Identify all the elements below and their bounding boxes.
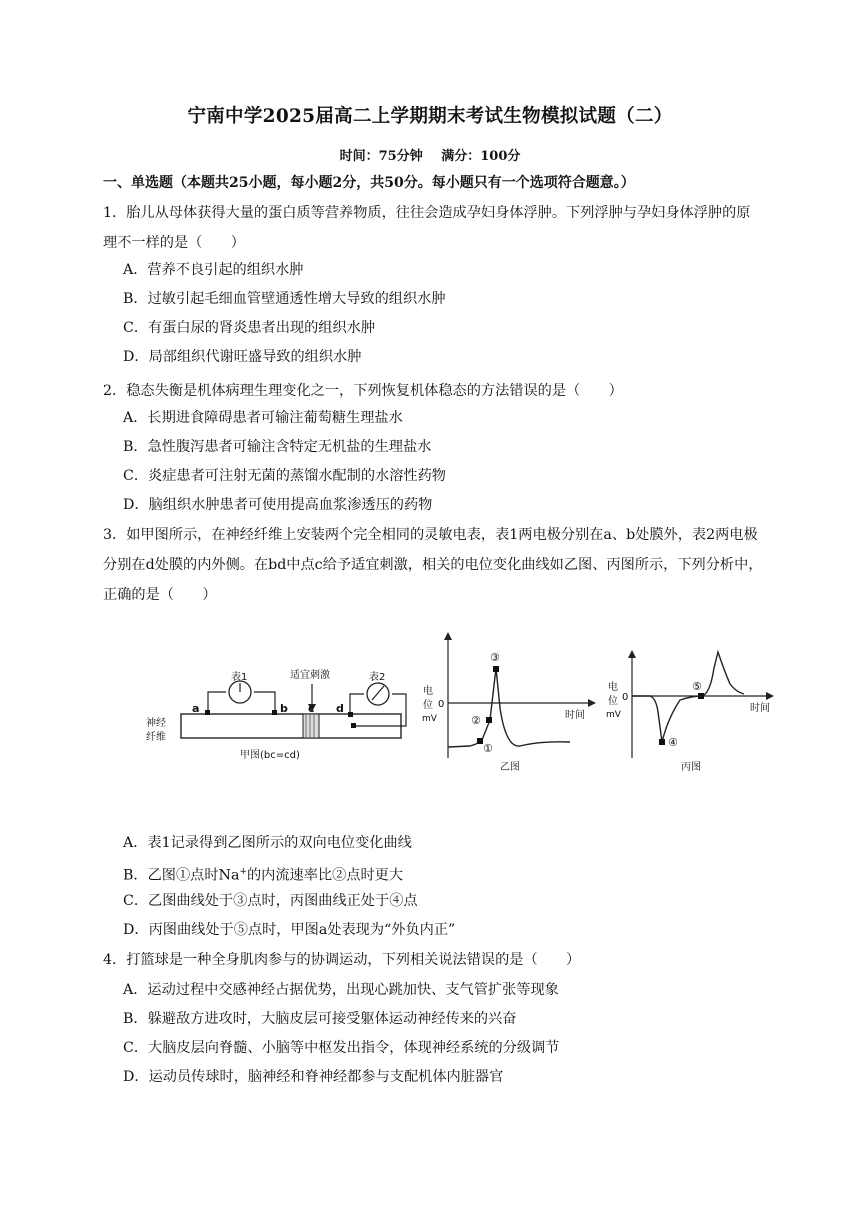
question-3-option-c: C．乙图曲线处于③点时，丙图曲线正处于④点 (123, 893, 418, 909)
question-1-option-b: B．过敏引起毛细血管壁通透性增大导致的组织水肿 (123, 291, 446, 307)
point-a-label: a (192, 702, 200, 715)
question-3-figure (140, 628, 790, 788)
exam-info (0, 145, 860, 164)
question-4-option-a: A．运动过程中交感神经占据优势，出现心跳加快、支气管扩张等现象 (123, 982, 559, 998)
question-1-stem: 1．胎儿从母体获得大量的蛋白质等营养物质，往往会造成孕妇身体浮肿。下列浮肿与孕妇身体浮肿的原理不一样的是（ ） (103, 205, 751, 251)
yi-point-1: ① (483, 742, 493, 755)
bing-curve (632, 652, 744, 742)
yi-ylabel-unit: mV (422, 714, 437, 724)
figure-jia (146, 668, 406, 761)
bing-xlabel: 时间 (750, 703, 770, 714)
yi-ylabel-1: 电 (423, 686, 433, 697)
fiber-label-1: 神经 (146, 718, 166, 729)
question-4-stem: 4．打篮球是一种全身肌肉参与的协调运动，下列相关说法错误的是（ ） (103, 952, 581, 968)
yi-xlabel: 时间 (565, 710, 585, 721)
question-3-option-d: D．丙图曲线处于⑤点时，甲图a处表现为“外负内正” (123, 922, 456, 938)
question-2-option-c: C．炎症患者可注射无菌的蒸馏水配制的水溶性药物 (123, 468, 446, 484)
question-2-option-d: D．脑组织水肿患者可使用提高血浆渗透压的药物 (123, 497, 433, 513)
question-3-option-a: A．表1记录得到乙图所示的双向电位变化曲线 (123, 835, 412, 851)
yi-point-2: ② (471, 714, 481, 727)
question-3-option-b (123, 862, 403, 886)
stimulus-site (303, 714, 319, 738)
bing-ylabel-1: 电 (608, 682, 618, 693)
point-c-label: c (308, 702, 315, 715)
stimulus-label: 适宜刺激 (290, 670, 330, 681)
figure-jia-caption: 甲图(bc=cd) (240, 750, 300, 761)
question-1-option-a: A．营养不良引起的组织水肿 (123, 262, 304, 278)
section-heading: 一、单选题（本题共25小题，每小题2分，共50分。每小题只有一个选项符合题意。） (103, 175, 635, 191)
point-d-label: d (336, 702, 344, 715)
question-4-option-b: B．躲避敌方进攻时，大脑皮层可接受躯体运动神经传来的兴奋 (123, 1011, 517, 1027)
question-4-option-d: D．运动员传球时，脑神经和脊神经都参与支配机体内脏器官 (123, 1069, 504, 1085)
bing-point-5: ⑤ (692, 680, 702, 693)
yi-ylabel-2: 位 (423, 700, 433, 711)
figure-bing-caption: 丙图 (681, 762, 701, 773)
figure-bing (606, 650, 774, 773)
exam-score: 满分：100分 (441, 149, 521, 164)
question-2-option-a: A．长期进食障碍患者可输注葡萄糖生理盐水 (123, 410, 403, 426)
question-3-stem: 3．如甲图所示，在神经纤维上安装两个完全相同的灵敏电表，表1两电极分别在a、b处膜外，表2两电极分别在d处膜的内外侧。在bd中点c给予适宜刺激，相关的电位变化曲线如乙图、丙图所示，下列分析中，正确的是（ ） (103, 527, 763, 603)
meter-2-icon (367, 683, 389, 705)
fiber-label-2: 纤维 (146, 732, 166, 743)
bing-ylabel-unit: mV (606, 710, 621, 720)
question-2-option-b: B．急性腹泻患者可输注含特定无机盐的生理盐水 (123, 439, 432, 455)
figure-yi-caption: 乙图 (500, 762, 520, 773)
yi-point-3: ③ (490, 651, 500, 664)
point-b-label: b (280, 702, 288, 715)
figure-yi (422, 632, 596, 773)
yi-curve (448, 668, 570, 747)
sodium-charge: + (239, 867, 247, 877)
question-3-option-b-prefix: B．乙图①点时Na (123, 867, 240, 884)
meter-1-label: 表1 (231, 672, 248, 683)
question-2-stem: 2．稳态失衡是机体病理生理变化之一，下列恢复机体稳态的方法错误的是（ ） (103, 383, 623, 399)
question-1-option-c: C．有蛋白尿的肾炎患者出现的组织水肿 (123, 320, 376, 336)
question-1-option-d: D．局部组织代谢旺盛导致的组织水肿 (123, 349, 362, 365)
document-title: 宁南中学2025届高二上学期期末考试生物模拟试题（二） (187, 106, 673, 127)
bing-ylabel-2: 位 (608, 696, 618, 707)
exam-time: 时间：75分钟 (339, 149, 423, 164)
question-4-option-c: C．大脑皮层向脊髓、小脑等中枢发出指令，体现神经系统的分级调节 (123, 1040, 560, 1056)
yi-zero-label: 0 (438, 699, 445, 710)
bing-point-4: ④ (668, 736, 678, 749)
meter-2-label: 表2 (369, 672, 386, 683)
bing-zero-label: 0 (622, 692, 629, 703)
question-3-option-b-suffix: 的内流速率比②点时更大 (246, 867, 404, 884)
